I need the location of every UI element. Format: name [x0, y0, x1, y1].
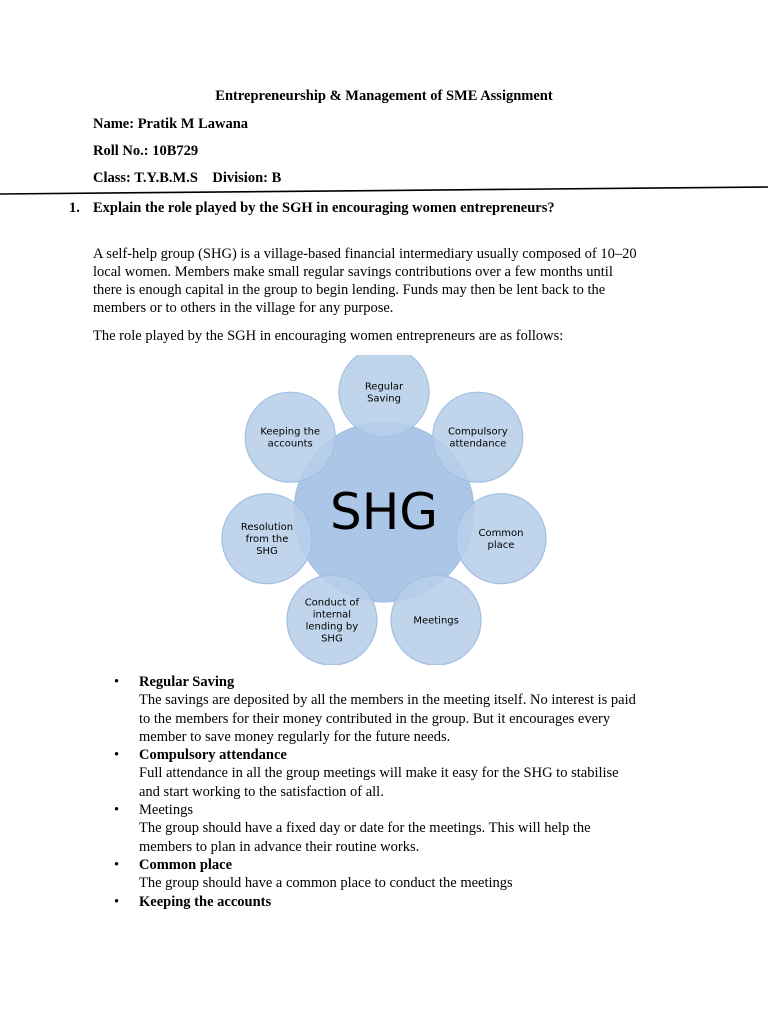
bullet-heading: Common place [139, 856, 233, 873]
intro-line: there is enough capital in the group to begin lending. Funds may then be lent back to the [93, 282, 606, 298]
intro-line: local women. Members make small regular savings contributions over a few months until [93, 264, 613, 280]
bullet-item [114, 893, 694, 911]
bullet-item [114, 673, 694, 746]
document-title: Entrepreneurship & Management of SME Assignment [215, 88, 553, 104]
bullet-line: members to plan in advance their routine works. [139, 838, 420, 855]
diagram-node-label: attendance [449, 438, 507, 450]
diagram-node-label: Regular [364, 381, 404, 393]
header-divider [0, 185, 768, 197]
question-text: Explain the role played by the SGH in encouraging women entrepreneurs? [93, 200, 555, 216]
bullet-item [114, 856, 694, 893]
diagram-node-label: Compulsory [447, 426, 508, 438]
diagram-node-label: place [487, 540, 515, 552]
bullet-dot: • [114, 747, 120, 764]
diagram-node-label: SHG [256, 546, 278, 558]
intro-line: members or to others in the village for any purpose. [93, 300, 394, 316]
bullet-dot: • [114, 893, 120, 910]
shg-diagram [215, 355, 555, 665]
diagram-node-label: internal [312, 609, 352, 621]
bullet-heading: Compulsory attendance [139, 747, 287, 764]
role-bullet-list [114, 673, 694, 911]
diagram-node-label: Keeping the [260, 426, 321, 438]
diagram-node-label: SHG [321, 633, 343, 645]
diagram-node-label: Resolution [240, 522, 294, 534]
question-number: 1. [69, 200, 80, 216]
student-name: Name: Pratik M Lawana [93, 116, 249, 132]
diagram-center-label: SHG [329, 483, 439, 541]
bullet-heading: Meetings [139, 802, 193, 819]
bullet-line: The group should have a fixed day or date for the meetings. This will help the [139, 820, 591, 837]
question-1 [69, 200, 749, 217]
intro-paragraph [93, 245, 693, 317]
bullet-dot: • [114, 802, 120, 819]
bullet-dot: • [114, 856, 120, 873]
diagram-node-label: from the [245, 534, 289, 546]
bullet-item [114, 746, 694, 801]
bullet-line: The savings are deposited by all the members in the meeting itself. No interest is paid [139, 692, 636, 709]
diagram-node-label: Saving [367, 393, 401, 405]
bullet-heading: Keeping the accounts [139, 893, 272, 910]
bullet-line: and start working to the satisfaction of all. [139, 783, 384, 800]
bullet-line: member to save money regularly for the future needs. [139, 728, 451, 745]
class-division: Class: T.Y.B.M.S Division: B [93, 170, 282, 186]
bullet-item [114, 801, 694, 856]
diagram-node-label: accounts [267, 438, 313, 450]
lead-in-paragraph: The role played by the SGH in encouraging women entrepreneurs are as follows: [93, 328, 564, 344]
bullet-heading: Regular Saving [139, 674, 235, 690]
bullet-line: Full attendance in all the group meetings will make it easy for the SHG to stabilise [139, 765, 619, 782]
diagram-node-label: Common [478, 528, 524, 540]
bullet-line: The group should have a common place to conduct the meetings [139, 875, 513, 892]
diagram-node-label: Conduct of [304, 597, 360, 609]
intro-line: A self-help group (SHG) is a village-based financial intermediary usually composed of 10–20 [93, 246, 637, 262]
diagram-node-label: lending by [305, 621, 359, 633]
diagram-node-label: Meetings [413, 615, 459, 627]
bullet-line: to the members for their money contributed in the group. But it encourages every [139, 710, 611, 727]
bullet-dot: • [114, 674, 120, 690]
roll-number: Roll No.: 10B729 [93, 143, 199, 159]
